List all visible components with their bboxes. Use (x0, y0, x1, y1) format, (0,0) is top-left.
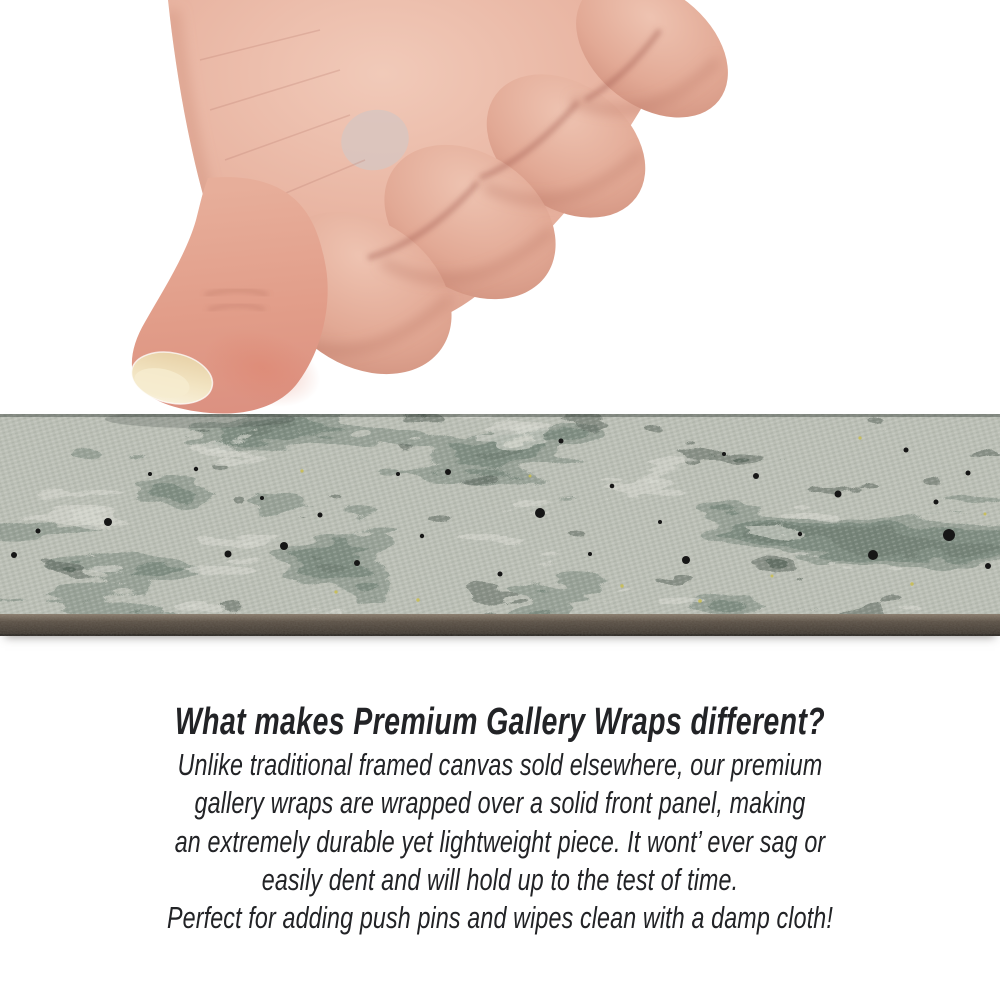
body-line-4: easily dent and will hold up to the test of time. (261, 861, 739, 897)
hand-pressing-photo (0, 0, 1000, 414)
body-line-2: gallery wraps are wrapped over a solid front panel, making (194, 785, 806, 821)
headline: What makes Premium Gallery Wraps different? (174, 701, 826, 743)
canvas-wrap-edge-photo (0, 414, 1000, 636)
canvas-texture (0, 414, 1000, 636)
thumb (127, 177, 330, 414)
caption-block (125, 698, 875, 937)
body-line-3: an extremely durable yet lightweight piece. It wont’ ever sag or (174, 823, 826, 859)
body-line-1: Unlike traditional framed canvas sold elsewhere, our premium (177, 747, 823, 782)
body-line-5: Perfect for adding push pins and wipes clean with a damp cloth! (166, 900, 833, 936)
